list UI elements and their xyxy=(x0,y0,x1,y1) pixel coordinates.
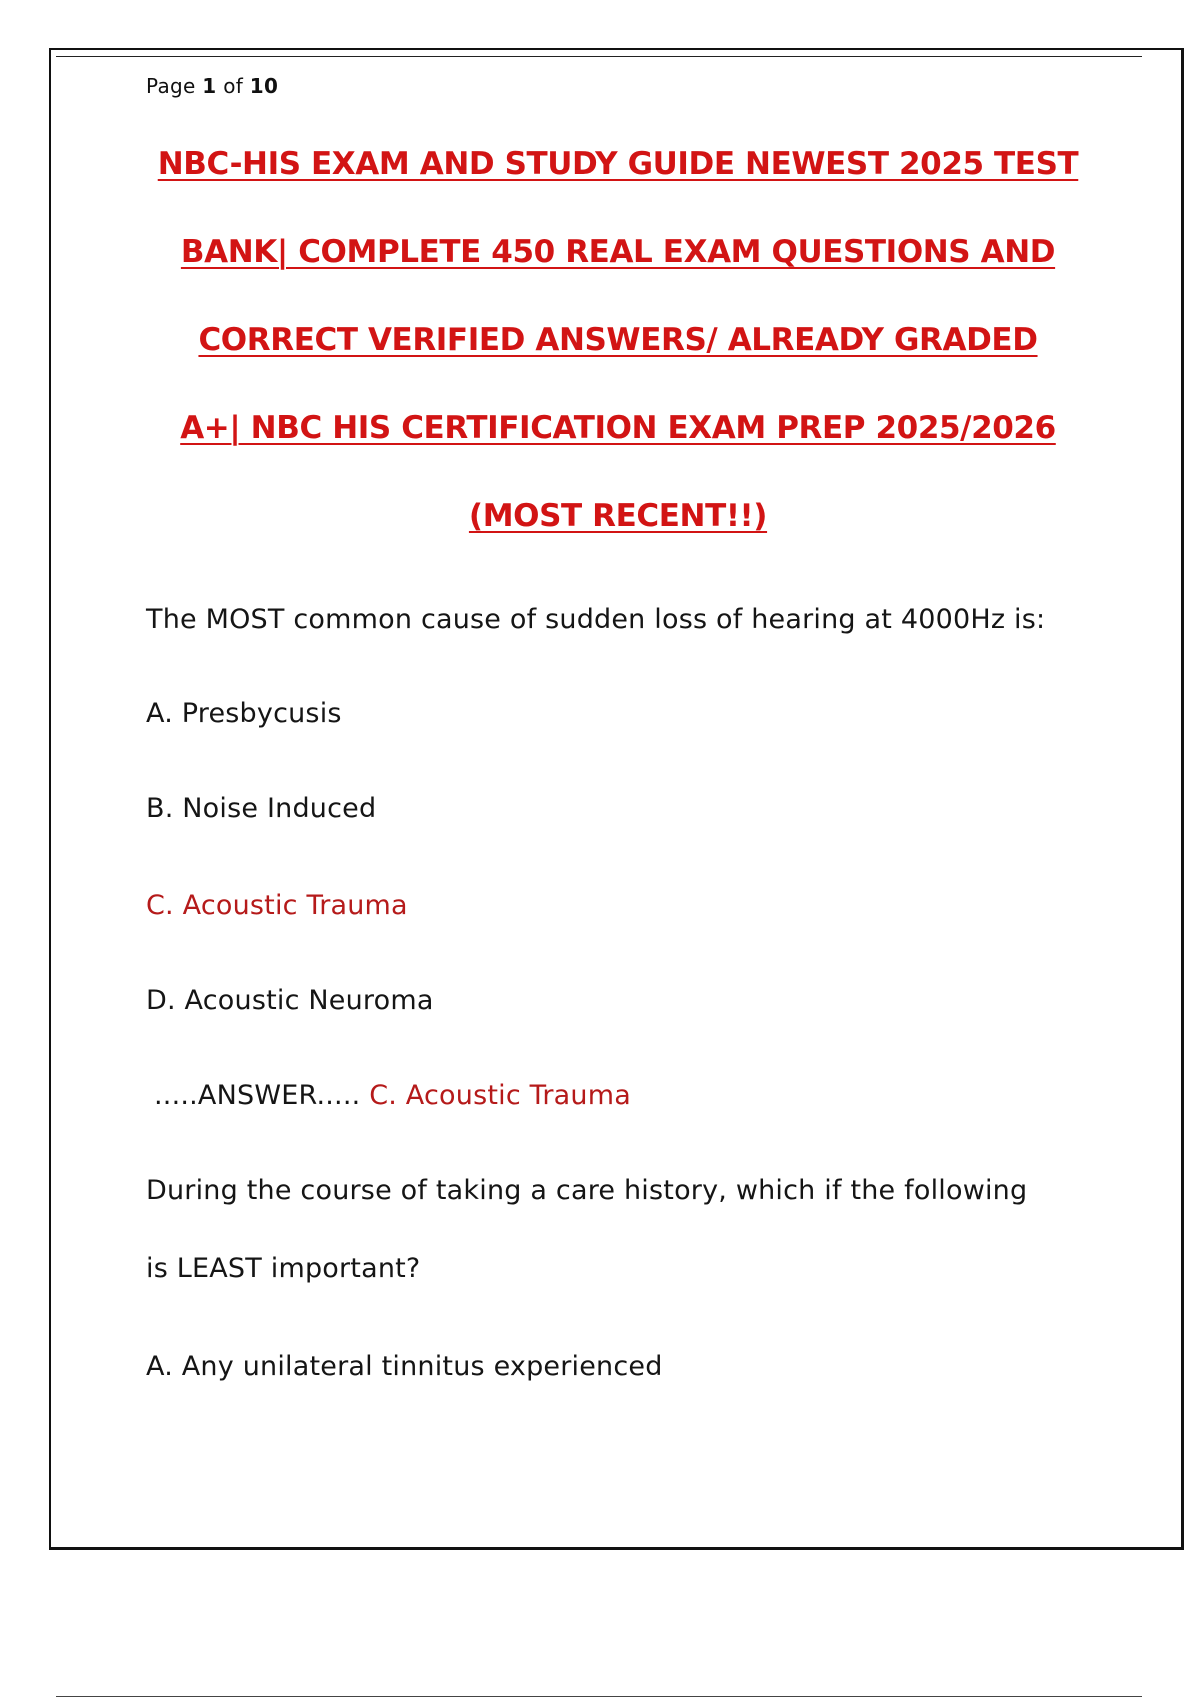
document-title-line: NBC-HIS EXAM AND STUDY GUIDE NEWEST 2025 TEST xyxy=(157,146,1079,182)
top-rule xyxy=(56,56,1142,57)
answer-value: C. Acoustic Trauma xyxy=(369,1080,631,1111)
page-current: 1 xyxy=(202,74,217,98)
document-title-line: CORRECT VERIFIED ANSWERS/ ALREADY GRADED xyxy=(198,322,1038,358)
page-counter xyxy=(146,74,278,98)
question-2-text-line-1: During the course of taking a care history, which if the following xyxy=(146,1175,1028,1206)
question-1-option-b: B. Noise Induced xyxy=(146,793,377,824)
page-of: of xyxy=(223,74,244,98)
page-word: Page xyxy=(146,74,196,98)
answer-prefix: .....ANSWER..... xyxy=(154,1080,361,1111)
document-title-line: A+| NBC HIS CERTIFICATION EXAM PREP 2025/2026 xyxy=(180,410,1056,446)
question-1-option-c-correct: C. Acoustic Trauma xyxy=(146,890,408,921)
bottom-rule xyxy=(56,1696,1142,1697)
question-1-text: The MOST common cause of sudden loss of hearing at 4000Hz is: xyxy=(146,604,1046,635)
question-2-text-line-2: is LEAST important? xyxy=(146,1253,421,1284)
question-1-answer xyxy=(154,1080,631,1111)
page-total: 10 xyxy=(249,74,279,98)
document-title-line: (MOST RECENT!!) xyxy=(468,498,768,534)
question-2-option-a: A. Any unilateral tinnitus experienced xyxy=(146,1351,663,1382)
question-1-option-a: A. Presbycusis xyxy=(146,698,342,729)
document-title-line: BANK| COMPLETE 450 REAL EXAM QUESTIONS AND xyxy=(180,234,1056,270)
question-1-option-d: D. Acoustic Neuroma xyxy=(146,985,434,1016)
